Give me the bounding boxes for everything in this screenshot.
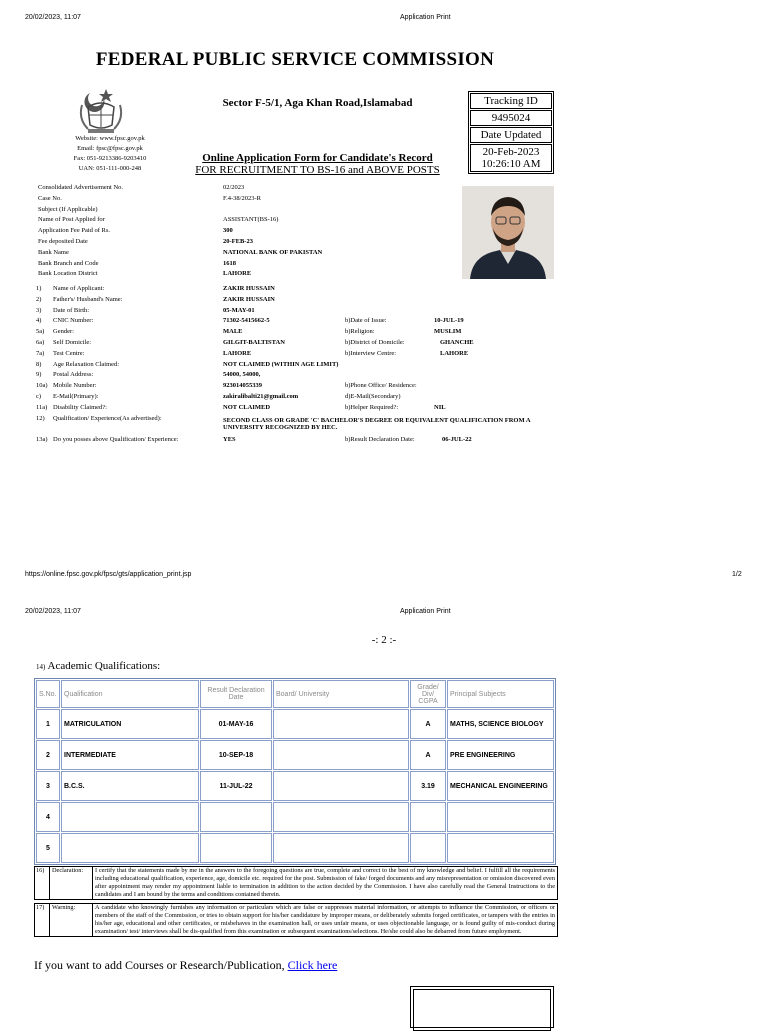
case-row bbox=[0, 259, 460, 270]
applicant-row-number: 5a) bbox=[36, 328, 45, 336]
warning-text: A candidate who knowingly furnishes any information or particulars which are false or suppresses material information, or attempts to influence the Commission, or officers or members of the staff of the Commission, or tries to obtain support for his/her candidature by improper means, or deliberately submits forged certificates, or tampers with the entries in his/her age, educational and other certificates, or misbehaves in the examination hall, or uses unfair means, or uses objectionable language, or is found guilty of mis-conduct during examination/ test/ interviews shall be dis-qualified from this examination or subsequent examinations/selections. He/she could also be debarred from future employment. bbox=[95, 904, 555, 935]
date-updated-date: 20-Feb-2023 bbox=[482, 146, 540, 158]
warning-number: 17) bbox=[35, 904, 50, 936]
date-updated-time: 10:26:10 AM bbox=[481, 158, 541, 170]
date-updated-value bbox=[470, 144, 552, 172]
case-row-label: Case No. bbox=[38, 194, 62, 202]
applicant-row-label2: b)Date of Issue: bbox=[345, 317, 387, 325]
case-row bbox=[0, 194, 460, 205]
courses-prompt bbox=[34, 958, 337, 973]
case-row-label: Application Fee Paid of Rs. bbox=[38, 227, 111, 235]
applicant-row-label: Self Domicile: bbox=[53, 338, 92, 346]
applicant-row-label: Father's/ Husband's Name: bbox=[53, 295, 123, 303]
applicant-row-value2: LAHORE bbox=[440, 349, 469, 357]
case-row bbox=[0, 248, 460, 259]
form-title-line2: FOR RECRUITMENT TO BS-16 and ABOVE POSTS bbox=[195, 164, 440, 176]
applicant-row bbox=[0, 392, 560, 403]
applicant-row bbox=[0, 414, 560, 435]
fax-text: Fax: 051-9213386-9203410 bbox=[73, 155, 147, 162]
cell-board bbox=[273, 802, 409, 832]
cell-result-date bbox=[200, 802, 272, 832]
page2-marker: -: 2 :- bbox=[371, 634, 397, 646]
applicant-row bbox=[0, 306, 560, 317]
applicant-row-label: CNIC Number: bbox=[53, 317, 94, 325]
applicant-row-number: 11a) bbox=[36, 403, 48, 411]
cell-subjects bbox=[447, 802, 554, 832]
col-qualification: Qualification bbox=[61, 680, 199, 708]
table-header-row bbox=[36, 680, 554, 708]
table-row bbox=[36, 709, 554, 739]
applicant-row-number: 13a) bbox=[36, 435, 48, 443]
case-row-value: 20-FEB-23 bbox=[223, 237, 253, 245]
applicant-row bbox=[0, 370, 560, 381]
academic-table bbox=[34, 678, 556, 865]
contact-info bbox=[40, 134, 180, 174]
applicant-photo bbox=[462, 186, 554, 279]
case-row bbox=[0, 183, 460, 194]
applicant-row-number: 7a) bbox=[36, 349, 45, 357]
applicant-details bbox=[0, 284, 560, 445]
cell-board bbox=[273, 740, 409, 770]
cell-subjects: PRE ENGINEERING bbox=[447, 740, 554, 770]
cell-grade bbox=[410, 802, 446, 832]
page-number: 1/2 bbox=[732, 571, 742, 578]
uan-text: UAN: 051-111-000-248 bbox=[78, 165, 142, 172]
applicant-row-value: 05-MAY-01 bbox=[223, 306, 255, 314]
applicant-row bbox=[0, 284, 560, 295]
col-grade: Grade/ Div/ CGPA bbox=[410, 680, 446, 708]
cell-qualification: INTERMEDIATE bbox=[61, 740, 199, 770]
cell-subjects: MECHANICAL ENGINEERING bbox=[447, 771, 554, 801]
col-result-date: Result Declaration Date bbox=[200, 680, 272, 708]
applicant-row-number: c) bbox=[36, 392, 42, 400]
applicant-row-label: Age Relaxation Claimed: bbox=[53, 360, 120, 368]
cell-sno: 3 bbox=[36, 771, 60, 801]
government-emblem bbox=[76, 85, 126, 135]
applicant-row bbox=[0, 360, 560, 371]
applicant-row-value: 54000, 54000, bbox=[223, 371, 261, 379]
applicant-row bbox=[0, 349, 560, 360]
applicant-row-number: 2) bbox=[36, 295, 42, 303]
applicant-row-label: Do you posses above Qualification/ Experience: bbox=[53, 435, 179, 443]
case-row bbox=[0, 215, 460, 226]
cell-qualification: MATRICULATION bbox=[61, 709, 199, 739]
applicant-row-label: Postal Address: bbox=[53, 371, 94, 379]
case-row-label: Name of Post Applied for bbox=[38, 216, 105, 224]
click-here-link[interactable]: Click here bbox=[287, 958, 338, 972]
case-row-value: ASSISTANT(BS-16) bbox=[223, 216, 279, 224]
applicant-row-value2: 06-JUL-22 bbox=[442, 435, 472, 443]
section-heading bbox=[36, 660, 160, 672]
warning-label: Warning: bbox=[50, 904, 93, 936]
applicant-row-number: 12) bbox=[36, 414, 45, 422]
applicant-row-value: SECOND CLASS OR GRADE 'C' BACHELOR'S DEGREE OR EQUIVALENT QUALIFICATION FROM A UNIVERSITY RECOGNIZED BY HEC. bbox=[223, 416, 531, 431]
case-row-label: Bank Name bbox=[38, 248, 69, 256]
applicant-row-value: NOT CLAIMED (WITHIN AGE LIMIT) bbox=[223, 360, 339, 368]
applicant-row-number: 8) bbox=[36, 360, 42, 368]
applicant-row-label: Name of Applicant: bbox=[53, 285, 105, 292]
cell-subjects: MATHS, SCIENCE BIOLOGY bbox=[447, 709, 554, 739]
cell-sno: 2 bbox=[36, 740, 60, 770]
print-title: Application Print bbox=[400, 14, 451, 21]
case-row-value: LAHORE bbox=[223, 270, 252, 278]
applicant-row-number: 4) bbox=[36, 317, 42, 325]
col-sno: S.No. bbox=[36, 680, 60, 708]
cell-board bbox=[273, 833, 409, 863]
declaration-block bbox=[34, 866, 558, 900]
applicant-row bbox=[0, 381, 560, 392]
applicant-row-value: NOT CLAIMED bbox=[223, 403, 271, 411]
cell-grade bbox=[410, 833, 446, 863]
org-name: FEDERAL PUBLIC SERVICE COMMISSION bbox=[95, 49, 495, 70]
page2-datetime: 20/02/2023, 11:07 bbox=[25, 608, 81, 615]
applicant-row-label2: b)Phone Office/ Residence: bbox=[345, 382, 417, 390]
applicant-row-value: YES bbox=[223, 435, 236, 443]
section-title: Academic Qualifications: bbox=[47, 660, 161, 672]
applicant-row-value2: NIL bbox=[434, 403, 446, 411]
applicant-row-number: 3) bbox=[36, 306, 42, 314]
case-row-label: Bank Branch and Code bbox=[38, 259, 99, 267]
cell-result-date: 11-JUL-22 bbox=[200, 771, 272, 801]
cell-sno: 5 bbox=[36, 833, 60, 863]
applicant-row-number: 1) bbox=[36, 285, 42, 292]
case-row-value: F.4-38/2023-R bbox=[223, 194, 261, 202]
cell-result-date: 10-SEP-18 bbox=[200, 740, 272, 770]
applicant-row-value: 923014055339 bbox=[223, 382, 262, 390]
applicant-row-label: Gender: bbox=[53, 328, 74, 336]
applicant-row-value2: MUSLIM bbox=[434, 328, 462, 336]
case-row-label: Fee deposited Date bbox=[38, 237, 88, 245]
applicant-row-label2: b)Religion: bbox=[345, 328, 375, 336]
case-row-value: 300 bbox=[223, 227, 233, 235]
applicant-row-label2: b)Interview Centre: bbox=[345, 349, 397, 357]
applicant-row-label: Mobile Number: bbox=[53, 382, 97, 390]
case-details bbox=[0, 183, 460, 280]
case-row-value: 02/2023 bbox=[223, 184, 245, 191]
applicant-row-label2: d)E-Mail(Secondary) bbox=[345, 392, 401, 400]
case-row-label: Consolidated Advertisement No. bbox=[38, 184, 124, 191]
warning-block bbox=[34, 903, 558, 937]
cell-grade: A bbox=[410, 709, 446, 739]
cell-result-date: 01-MAY-16 bbox=[200, 709, 272, 739]
applicant-row-value: zakiralibalti21@gmail.com bbox=[223, 392, 299, 400]
applicant-row-value: GILGIT-BALTISTAN bbox=[223, 338, 285, 346]
applicant-row bbox=[0, 403, 560, 414]
applicant-row-value: 71302-5415662-5 bbox=[223, 317, 270, 325]
applicant-row bbox=[0, 338, 560, 349]
email-text: Email: fpsc@fpsc.gov.pk bbox=[77, 145, 143, 152]
case-row-value: NATIONAL BANK OF PAKISTAN bbox=[223, 248, 323, 256]
applicant-row-value2: 10-JUL-19 bbox=[434, 317, 464, 325]
declaration-text: I certify that the statements made by me in the answers to the foregoing questions are true, complete and correct to the best of my knowledge and belief. I fulfill all the requirements including educational qualification, experience, age, domicile etc. required for the post. Submission of fake/ forged documents and any misrepresentation or omission discovered even after appointment may render my appointment liable to termination in addition to the action decided by the Commission. I have also carefully read the General Instructions to the candidates and I am bound by the terms and conditions contained therein. bbox=[95, 867, 555, 898]
applicant-row bbox=[0, 435, 560, 446]
form-title bbox=[180, 152, 455, 176]
applicant-row-label: Qualification/ Experience(As advertised): bbox=[53, 414, 162, 422]
applicant-row bbox=[0, 295, 560, 306]
applicant-row-label2: b)District of Domicile: bbox=[345, 338, 405, 346]
applicant-row-label2: b)Result Declaration Date: bbox=[345, 435, 415, 443]
applicant-row-number: 6a) bbox=[36, 338, 45, 346]
cell-qualification bbox=[61, 833, 199, 863]
applicant-row-label: Date of Birth: bbox=[53, 306, 90, 314]
website-text: Website: www.fpsc.gov.pk bbox=[75, 135, 145, 142]
table-row bbox=[36, 771, 554, 801]
cell-grade: 3.19 bbox=[410, 771, 446, 801]
applicant-row-label2: b)Helper Required?: bbox=[345, 403, 399, 411]
applicant-row-value2: GHANCHE bbox=[440, 338, 474, 346]
org-address: Sector F-5/1, Aga Khan Road,Islamabad bbox=[222, 97, 413, 109]
declaration-number: 16) bbox=[35, 867, 50, 899]
section-number: 14) bbox=[36, 663, 46, 671]
cell-result-date bbox=[200, 833, 272, 863]
cell-sno: 1 bbox=[36, 709, 60, 739]
cell-qualification bbox=[61, 802, 199, 832]
applicant-row bbox=[0, 316, 560, 327]
col-subjects: Principal Subjects bbox=[447, 680, 554, 708]
case-row bbox=[0, 226, 460, 237]
applicant-row-label: Test Centre: bbox=[53, 349, 85, 357]
table-row bbox=[36, 833, 554, 863]
case-row-value: 1618 bbox=[223, 259, 236, 267]
case-row bbox=[0, 269, 460, 280]
applicant-row-value: MALE bbox=[223, 328, 243, 336]
applicant-row-value: ZAKIR HUSSAIN bbox=[223, 285, 275, 292]
applicant-row-number: 10a) bbox=[36, 382, 48, 390]
declaration-label: Declaration: bbox=[50, 867, 93, 899]
cell-board bbox=[273, 771, 409, 801]
case-row-label: Bank Location District bbox=[38, 270, 98, 278]
col-board: Board/ University bbox=[273, 680, 409, 708]
case-row bbox=[0, 237, 460, 248]
case-row bbox=[0, 205, 460, 216]
applicant-row-number: 9) bbox=[36, 371, 42, 379]
page-url: https://online.fpsc.gov.pk/fpsc/gts/application_print.jsp bbox=[25, 571, 192, 578]
cell-grade: A bbox=[410, 740, 446, 770]
cell-board bbox=[273, 709, 409, 739]
tracking-id: 9495024 bbox=[470, 110, 552, 126]
cell-subjects bbox=[447, 833, 554, 863]
applicant-row-value: ZAKIR HUSSAIN bbox=[223, 295, 275, 303]
applicant-row-value: LAHORE bbox=[223, 349, 252, 357]
tracking-label: Tracking ID bbox=[470, 93, 552, 109]
applicant-row-label: Disability Claimed?: bbox=[53, 403, 107, 411]
table-row bbox=[36, 740, 554, 770]
tracking-box bbox=[468, 91, 554, 174]
case-row-label: Subject (If Applicable) bbox=[38, 205, 98, 213]
date-updated-label: Date Updated bbox=[470, 127, 552, 143]
table-row bbox=[36, 802, 554, 832]
print-datetime: 20/02/2023, 11:07 bbox=[25, 14, 81, 21]
applicant-row bbox=[0, 327, 560, 338]
page2-title: Application Print bbox=[400, 608, 451, 615]
signature-box bbox=[410, 986, 554, 1028]
courses-text: If you want to add Courses or Research/Publication, bbox=[34, 958, 285, 972]
cell-qualification: B.C.S. bbox=[61, 771, 199, 801]
cell-sno: 4 bbox=[36, 802, 60, 832]
applicant-row-label: E-Mail(Primary): bbox=[53, 392, 99, 400]
form-title-line1: Online Application Form for Candidate's Record bbox=[202, 152, 433, 164]
